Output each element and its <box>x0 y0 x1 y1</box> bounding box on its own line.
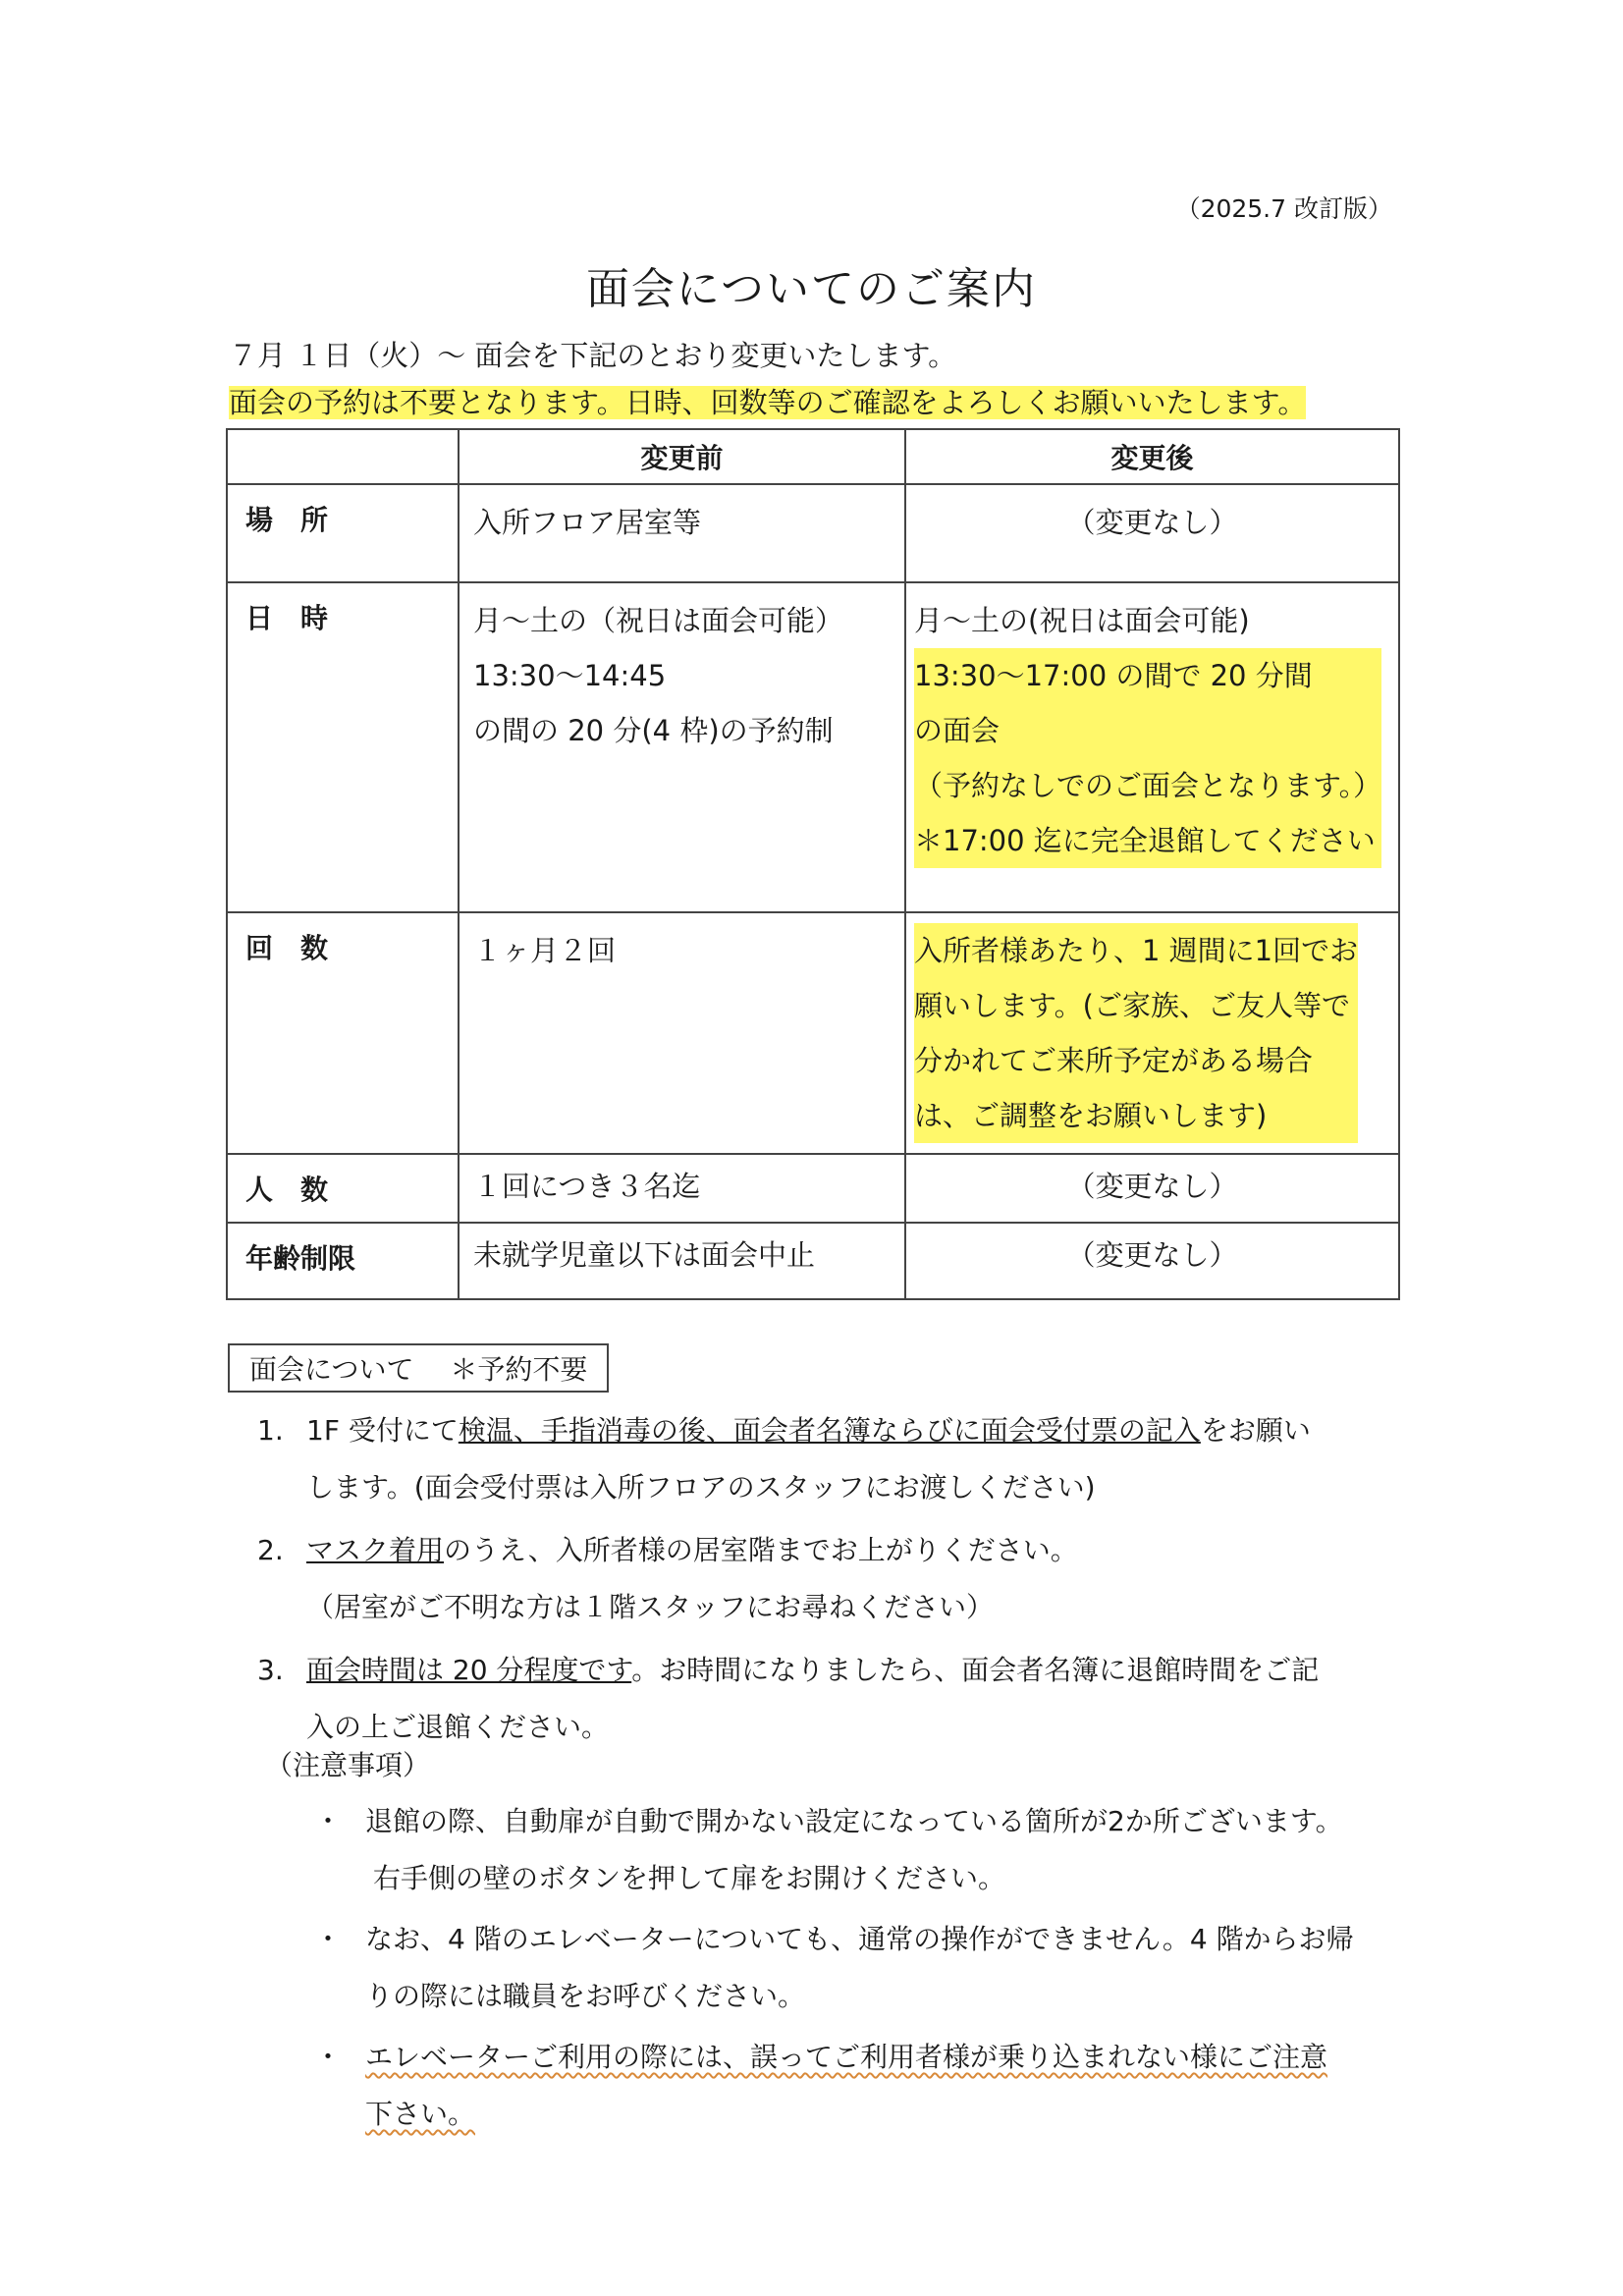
notice-text <box>229 381 1306 421</box>
before-cell <box>459 912 905 1154</box>
after-line: 13:30～17:00 の間で 20 分間 <box>914 659 1313 692</box>
list-item <box>257 1642 1416 1756</box>
item-number: 3. <box>257 1654 284 1686</box>
after-cell <box>905 1154 1399 1223</box>
item-text: 入の上ご退館ください。 <box>306 1711 610 1743</box>
bullet: ・ <box>314 1923 343 1955</box>
item-number: 2. <box>257 1534 284 1566</box>
before-cell <box>459 582 905 912</box>
item-text: のうえ、入所者様の居室階までお上がりください。 <box>444 1534 1078 1566</box>
after-line: の面会 <box>914 714 1001 747</box>
after-line: （変更なし） <box>1066 1238 1238 1272</box>
item-underlined: マスク着用 <box>306 1534 445 1566</box>
note-item <box>314 1793 1424 1907</box>
before-line: １回につき３名迄 <box>473 1170 701 1203</box>
table-header-row <box>227 429 1399 484</box>
after-line: 願いします。(ご家族、ご友人等で <box>914 989 1350 1022</box>
before-cell <box>459 1223 905 1299</box>
after-cell <box>905 484 1399 582</box>
item-number: 1. <box>257 1414 284 1447</box>
after-highlight <box>914 923 1358 1143</box>
intro-text: ７月 １日（火）～ 面会を下記のとおり変更いたします。 <box>229 339 957 372</box>
before-line: １ヶ月２回 <box>473 934 617 967</box>
before-line: 入所フロア居室等 <box>473 506 702 539</box>
after-line: （変更なし） <box>1066 506 1238 539</box>
before-line: の間の 20 分(4 枠)の予約制 <box>473 714 834 747</box>
note-text: 右手側の壁のボタンを押して扉をお開けください。 <box>373 1862 1006 1894</box>
table-row <box>227 484 1399 582</box>
revision-label: （2025.7 改訂版） <box>1175 194 1392 223</box>
table-row <box>227 1223 1399 1299</box>
item-text: をお願い <box>1200 1414 1311 1447</box>
bullet: ・ <box>314 1805 343 1837</box>
row-label: 年齢制限 <box>227 1223 459 1299</box>
after-line: 月～土の(祝日は面会可能) <box>914 604 1250 637</box>
item-text: （居室がご不明な方は１階スタッフにお尋ねください） <box>306 1591 995 1623</box>
list-item <box>257 1402 1416 1516</box>
table-row <box>227 1154 1399 1223</box>
after-line: （変更なし） <box>1066 1170 1238 1203</box>
item-text: 1F 受付にて <box>306 1414 459 1447</box>
row-label: 日 時 <box>227 582 459 912</box>
header-empty <box>227 429 459 484</box>
table-row <box>227 582 1399 912</box>
note-text: なお、4 階のエレベーターについても、通常の操作ができません。4 階からお帰 <box>365 1923 1354 1955</box>
before-line: 13:30～14:45 <box>473 659 667 692</box>
section-heading: 面会について ＊予約不要 <box>228 1343 609 1393</box>
before-line: 月～土の（祝日は面会可能） <box>473 604 844 637</box>
row-label: 場 所 <box>227 484 459 582</box>
instruction-list <box>257 1402 1416 1756</box>
list-item <box>257 1522 1416 1636</box>
before-cell <box>459 1154 905 1223</box>
page-title: 面会についてのご案内 <box>585 264 1038 314</box>
item-text: します。(面会受付票は入所フロアのスタッフにお渡しください) <box>306 1471 1096 1503</box>
notes-list <box>314 1793 1424 2147</box>
note-item <box>314 1911 1424 2025</box>
note-text: りの際には職員をお呼びください。 <box>365 1980 806 2012</box>
before-line: 未就学児童以下は面会中止 <box>473 1238 816 1272</box>
change-table <box>226 428 1400 1300</box>
note-text-underlined: 下さい。 <box>365 2098 476 2130</box>
bullet: ・ <box>314 2041 343 2073</box>
header-after: 変更後 <box>905 429 1399 484</box>
item-underlined: 検温、手指消毒の後、面会者名簿ならびに面会受付票の記入 <box>458 1414 1201 1447</box>
after-highlight <box>914 648 1381 868</box>
table-row <box>227 912 1399 1154</box>
row-label: 人 数 <box>227 1154 459 1223</box>
after-line: は、ご調整をお願いします) <box>914 1099 1268 1132</box>
after-cell <box>905 1223 1399 1299</box>
after-line: ＊17:00 迄に完全退館してください <box>914 824 1376 857</box>
before-cell <box>459 484 905 582</box>
note-item <box>314 2029 1424 2143</box>
note-text-underlined: エレベーターご利用の際には、誤ってご利用者様が乗り込まれない様にご注意 <box>365 2041 1328 2073</box>
notice-highlight: 面会の予約は不要となります。日時、回数等のご確認をよろしくお願いいたします。 <box>229 386 1307 419</box>
notes-heading: （注意事項） <box>265 1749 431 1781</box>
after-line: 分かれてご来所予定がある場合 <box>914 1044 1314 1077</box>
item-text: 。お時間になりましたら、面会者名簿に退館時間をご記 <box>631 1654 1320 1686</box>
after-line: （予約なしでのご面会となります。） <box>914 769 1382 802</box>
after-line: 入所者様あたり、1 週間に1回でお <box>914 934 1359 967</box>
item-underlined: 面会時間は 20 分程度です <box>306 1654 632 1686</box>
after-cell <box>905 912 1399 1154</box>
row-label: 回 数 <box>227 912 459 1154</box>
note-text: 退館の際、自動扉が自動で開かない設定になっている箇所が2か所ございます。 <box>365 1805 1343 1837</box>
after-cell <box>905 582 1399 912</box>
header-before: 変更前 <box>459 429 905 484</box>
